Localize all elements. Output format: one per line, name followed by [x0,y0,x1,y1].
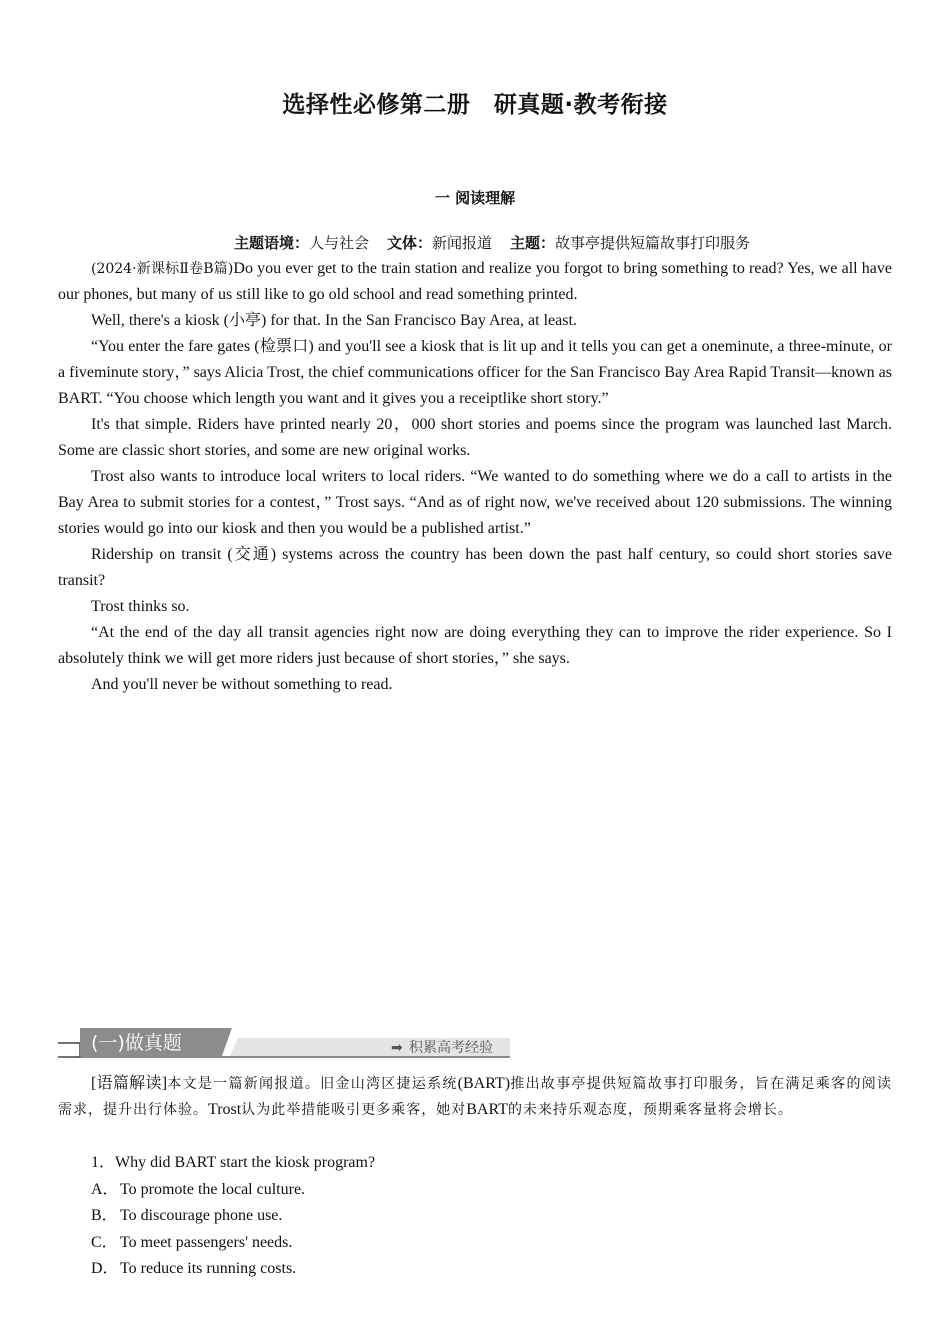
theme-label: 主题： [510,234,556,252]
section-banner [58,1026,510,1060]
context-label: 主题语境： [233,234,309,252]
option-d[interactable]: D．To reduce its running costs. [91,1260,297,1277]
genre-label: 文体： [386,234,432,252]
arrow-icon: ➡ [391,1040,403,1056]
article-paragraph: Trost also wants to introduce local writers to local riders. “We wanted to do something where we do a call to artists in the Bay Area to submit stories for a contest，” Trost says. “And as of right now, we've received about 120 submissions. The winning stories would go into our kiosk and then you would be a published artist.” [58,468,892,537]
section-heading: 一 阅读理解 [434,189,516,207]
article-paragraph: And you'll never be without something to read. [91,676,393,693]
topic-line [0,232,950,253]
option-a[interactable]: A．To promote the local culture. [91,1180,306,1198]
article-paragraph: Well, there's a kiosk (小亭) for that. In the San Francisco Bay Area, at least. [91,312,577,329]
article-source: (2024·新课标Ⅱ卷B篇) [91,261,234,277]
option-c[interactable]: C． To meet passengers' needs. [91,1233,293,1251]
article-paragraph: “At the end of the day all transit agencies right now are doing everything they can to improve the rider experience. So I absolutely think we will get more riders just because of short stories，” she says. [58,624,892,667]
analysis-label: [语篇解读] [91,1075,168,1092]
article-paragraph: Ridership on transit (交通) systems across the country has been down the past half century, so could short stories save transit? [58,546,892,589]
option-b[interactable]: B． To discourage phone use. [91,1207,283,1224]
context-value: 人与社会 [308,234,369,252]
article-paragraph: “You enter the fare gates (检票口) and you'll see a kiosk that is lit up and it tells you can get a oneminute, a three-minute, or a fiveminute story，” says Alicia Trost, the chief communications officer for the San Francisco Bay Area Rapid Transit—known as BART. “You choose which length you want and it gives you a receiptlike short story.” [58,338,892,407]
question-1 [91,1150,375,1283]
genre-value: 新闻报道 [432,234,493,252]
banner-hint: 积累高考经验 [409,1040,493,1056]
article-body [58,256,892,698]
page-title: 选择性必修第二册 研真题·教考衔接 [282,92,668,118]
question-stem: 1．Why did BART start the kiosk program? [91,1154,376,1171]
theme-value: 故事亭提供短篇故事打印服务 [555,234,751,252]
passage-analysis: [语篇解读]本文是一篇新闻报道。旧金山湾区捷运系统(BART)推出故事亭提供短篇故事打印服务，旨在满足乘客的阅读需求，提升出行体验。Trost认为此举措能吸引更多乘客，她对BART的未来持乐观态度，预期乘客量将会增长。 [58,1075,893,1118]
article-paragraph: It's that simple. Riders have printed nearly 20，000 short stories and poems since the program was launched last March. Some are classic short stories, and some are new original works. [58,416,892,459]
banner-label: (一)做真题 [91,1032,182,1054]
article-paragraph: Trost thinks so. [91,598,190,615]
article-paragraph: (2024·新课标Ⅱ卷B篇)Do you ever get to the train station and realize you forgot to bring something to read? Yes, we all have our phones, but many of us still like to go old school and read something printed. [58,260,892,303]
